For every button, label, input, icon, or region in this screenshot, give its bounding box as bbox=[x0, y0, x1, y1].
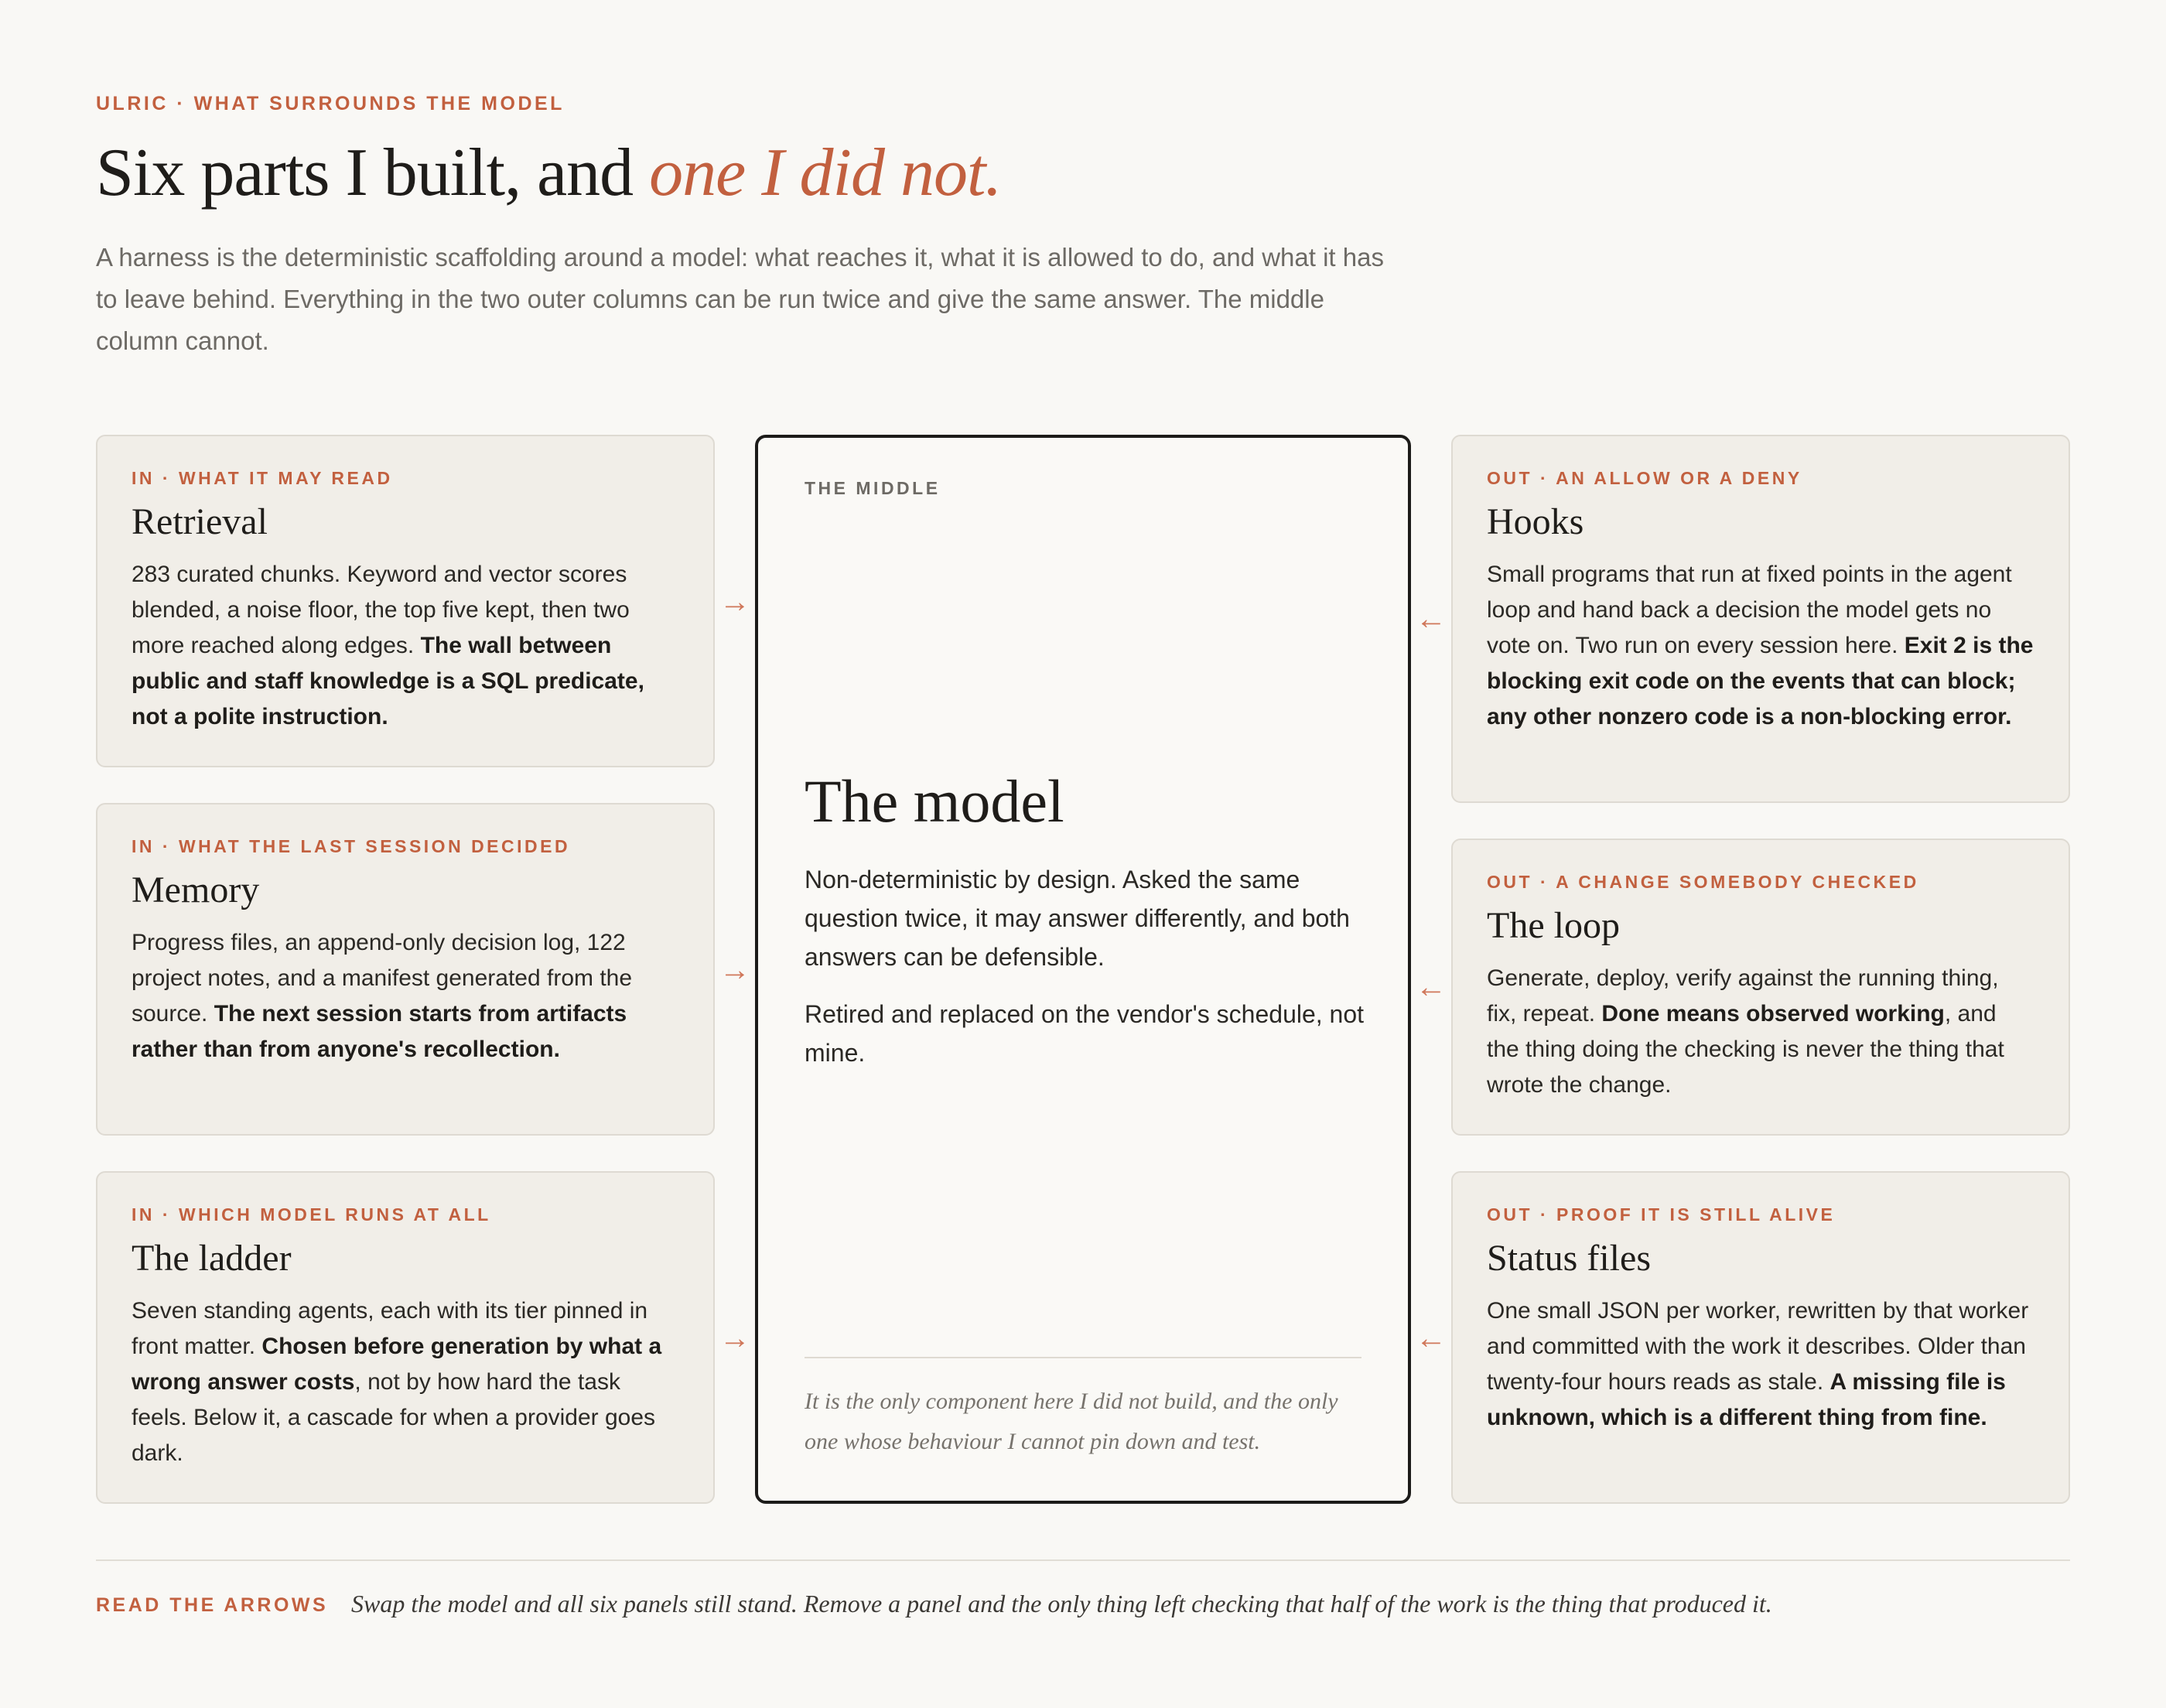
arrow-right-icon: → bbox=[719, 1321, 750, 1355]
panel-title: Status files bbox=[1487, 1238, 1651, 1279]
arrow-left-icon: ← bbox=[1416, 970, 1447, 1004]
page-title bbox=[96, 130, 1001, 217]
panel-body-bold: Chosen before generation by what a wrong answer costs bbox=[132, 1334, 662, 1395]
center-note: It is the only component here I did not build, and the only one whose behaviour I cannot pin down and test. bbox=[805, 1389, 1338, 1454]
panel-status-files bbox=[1451, 1171, 2070, 1504]
panel-ladder bbox=[96, 1171, 715, 1504]
panel-body bbox=[1487, 1293, 2034, 1436]
panel-eyebrow: IN · WHAT THE LAST SESSION DECIDED bbox=[132, 836, 571, 856]
panel-body-text: Generate, deploy, verify against the running thing, fix, repeat. bbox=[1487, 965, 1999, 1027]
panel-hooks bbox=[1451, 435, 2070, 803]
panel-body bbox=[1487, 557, 2034, 735]
center-eyebrow: THE MIDDLE bbox=[805, 478, 941, 498]
panel-body-bold: Exit 2 is the blocking exit code on the events that can block; any other nonzero code is a non-blocking error. bbox=[1487, 633, 2034, 729]
footer-label: READ THE ARROWS bbox=[96, 1594, 329, 1616]
panel-body-tail: , not by how hard the task feels. Below it, a cascade for when a provider goes dark. bbox=[132, 1369, 656, 1466]
panel-body-bold: The wall between public and staff knowledge is a SQL predicate, not a polite instruction. bbox=[132, 633, 644, 729]
page-eyebrow: ULRIC · WHAT SURROUNDS THE MODEL bbox=[96, 93, 565, 114]
panel-body-bold: The next session starts from artifacts rather than from anyone's recollection. bbox=[132, 1001, 627, 1062]
panel-title: Hooks bbox=[1487, 501, 1584, 542]
center-paragraph: Retired and replaced on the vendor's schedule, not mine. bbox=[805, 1000, 1365, 1067]
panel-body-text: Small programs that run at fixed points in the agent loop and hand back a decision the model gets no vote on. Two run on every session here. bbox=[1487, 562, 2012, 658]
panel-body bbox=[132, 925, 679, 1068]
panel-body-text: Seven standing agents, each with its tier pinned in front matter. bbox=[132, 1298, 648, 1359]
panel-body-bold: A missing file is unknown, which is a different thing from fine. bbox=[1487, 1369, 2006, 1430]
panel-body bbox=[132, 557, 679, 735]
panel-title: Retrieval bbox=[132, 501, 268, 542]
panel-eyebrow: OUT · AN ALLOW OR A DENY bbox=[1487, 468, 1802, 488]
panel-eyebrow: IN · WHAT IT MAY READ bbox=[132, 468, 393, 488]
panel-body-bold: Done means observed working bbox=[1601, 1001, 1945, 1027]
panel-memory bbox=[96, 803, 715, 1136]
arrow-right-icon: → bbox=[719, 585, 750, 619]
center-title: The model bbox=[805, 767, 1064, 835]
footer-divider bbox=[96, 1559, 2070, 1561]
arrow-left-icon: ← bbox=[1416, 602, 1447, 636]
page-title-accent: one I did not. bbox=[649, 135, 1002, 210]
center-divider bbox=[805, 1357, 1361, 1358]
center-paragraph: Non-deterministic by design. Asked the same question twice, it may answer differently, and both answers can be defensible. bbox=[805, 866, 1350, 971]
panel-retrieval bbox=[96, 435, 715, 767]
panel-body-text: 283 curated chunks. Keyword and vector scores blended, a noise floor, the top five kept, then two more reached along edges. bbox=[132, 562, 630, 658]
panel-eyebrow: OUT · PROOF IT IS STILL ALIVE bbox=[1487, 1204, 1836, 1225]
panel-body-tail: , and the thing doing the checking is never the thing that wrote the change. bbox=[1487, 1001, 2004, 1098]
panel-body bbox=[132, 1293, 679, 1471]
arrow-right-icon: → bbox=[719, 953, 750, 987]
page-title-plain: Six parts I built, and bbox=[96, 135, 650, 210]
panel-title: The loop bbox=[1487, 905, 1620, 946]
arrow-left-icon: ← bbox=[1416, 1321, 1447, 1355]
page-intro: A harness is the deterministic scaffolding around a model: what reaches it, what it is allowed to do, and what it has to leave behind. Everything in the two outer columns can be run twice and give the same answer. The middle column cannot. bbox=[96, 243, 1384, 355]
footer-text: Swap the model and all six panels still stand. Remove a panel and the only thing left checking that half of the work is the thing that produced it. bbox=[351, 1590, 1772, 1617]
panel-eyebrow: OUT · A CHANGE SOMEBODY CHECKED bbox=[1487, 872, 1919, 892]
panel-loop bbox=[1451, 839, 2070, 1136]
panel-title: Memory bbox=[132, 869, 260, 910]
panel-body-text: One small JSON per worker, rewritten by that worker and committed with the work it describes. Older than twenty-four hours reads as stale. bbox=[1487, 1298, 2029, 1395]
panel-title: The ladder bbox=[132, 1238, 292, 1279]
panel-eyebrow: IN · WHICH MODEL RUNS AT ALL bbox=[132, 1204, 491, 1225]
panel-body-text: Progress files, an append-only decision log, 122 project notes, and a manifest generated from the source. bbox=[132, 930, 633, 1027]
panel-body bbox=[1487, 961, 2034, 1103]
